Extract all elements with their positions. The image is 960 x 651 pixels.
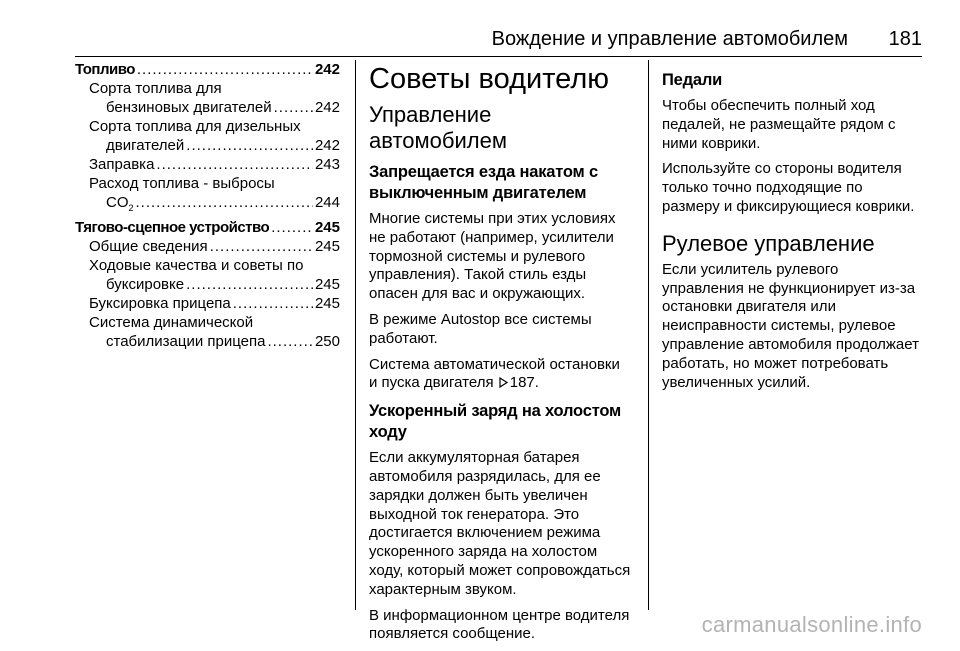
toc-page: 244 bbox=[314, 194, 340, 211]
subsection-heading: Ускоренный заряд на холостом ходу bbox=[369, 402, 622, 442]
toc-item-label: Ходовые качества и советы по bbox=[89, 257, 304, 274]
toc-item-label: Буксировка прицепа bbox=[89, 295, 231, 312]
subsection-heading: Запрещается езда накатом с выключенным двигателем bbox=[369, 163, 598, 202]
toc-item-label: Система динамической bbox=[89, 314, 254, 331]
content-column-3 bbox=[662, 60, 924, 399]
content-column-2 bbox=[369, 60, 631, 651]
toc-item[interactable] bbox=[75, 174, 340, 218]
paragraph: Многие системы при этих условиях не работают (например, усилители тормозной системы и рулевого управления). Такой стиль езды опасен для вас и окружающих. bbox=[369, 210, 616, 303]
toc-item-label: Сорта топлива для дизельных bbox=[89, 118, 301, 135]
paragraph-text: Система автоматической остановки и пуска двигателя bbox=[369, 355, 620, 392]
toc-item-label: стабилизации прицепа bbox=[106, 333, 266, 350]
page-header-title: Вождение и управление автомобилем bbox=[491, 28, 848, 50]
toc-item-label: Заправка bbox=[89, 156, 155, 173]
paragraph: Чтобы обеспечить полный ход педалей, не размещайте рядом с ними коврики. bbox=[662, 97, 896, 152]
paragraph: Используйте со стороны водителя только точно подходящие по размеру и фиксирующиеся коврики. bbox=[662, 160, 915, 215]
paragraph: В режиме Autostop все системы работают. bbox=[369, 310, 592, 347]
toc-section-fuel[interactable] bbox=[75, 60, 340, 79]
chapter-title: Советы водителю bbox=[369, 63, 609, 95]
toc-page: 242 bbox=[314, 61, 340, 78]
toc-item-label: двигателей bbox=[106, 137, 185, 154]
toc-section-title: Тягово-сцепное устройство bbox=[75, 219, 270, 236]
toc-item[interactable] bbox=[75, 79, 340, 117]
toc-item[interactable] bbox=[75, 237, 340, 256]
page-reference-link[interactable]: 187. bbox=[509, 374, 539, 392]
header-divider bbox=[75, 56, 922, 57]
toc-page: 242 bbox=[314, 137, 340, 154]
toc-page: 245 bbox=[314, 219, 340, 236]
toc-page: 242 bbox=[314, 99, 340, 116]
toc-item-label: CO bbox=[106, 194, 129, 211]
toc-page: 245 bbox=[314, 295, 340, 312]
toc-section-title: Топливо bbox=[75, 61, 135, 78]
toc-item-label: буксировке bbox=[106, 276, 185, 293]
paragraph-with-reference bbox=[369, 356, 631, 394]
toc-section-towing[interactable] bbox=[75, 218, 340, 237]
toc-item[interactable] bbox=[75, 117, 340, 155]
toc-page: 250 bbox=[314, 333, 340, 350]
toc-item-label: Сорта топлива для bbox=[89, 80, 222, 97]
column-divider-2 bbox=[648, 60, 649, 610]
page-reference-arrow-icon bbox=[499, 377, 508, 388]
table-of-contents bbox=[75, 60, 340, 351]
toc-page: 245 bbox=[314, 276, 340, 293]
toc-item-label: Общие сведения bbox=[89, 238, 208, 255]
subsection-heading: Педали bbox=[662, 71, 723, 89]
paragraph: Если аккумуляторная батарея автомобиля разрядилась, для ее зарядки должен быть увеличен выходной ток генератора. Это достигается включением режима ускоренного заряда на холостом ходу, который может сопровождаться характерным звуком. bbox=[369, 449, 631, 598]
section-heading: Рулевое управление bbox=[662, 230, 875, 256]
section-heading: Управление автомобилем bbox=[369, 102, 507, 153]
toc-item[interactable] bbox=[75, 155, 340, 174]
page-number: 181 bbox=[888, 28, 922, 50]
toc-item-label: Расход топлива - выбросы bbox=[89, 175, 275, 192]
toc-page: 245 bbox=[314, 238, 340, 255]
paragraph: В информационном центре водителя появляется сообщение. bbox=[369, 606, 630, 643]
paragraph: Если усилитель рулевого управления не функционирует из-за остановки двигателя или неисправности системы, рулевое управление автомобиля продолжает работать, но может потребовать увеличенных усилий. bbox=[662, 260, 919, 391]
watermark: carmanualsonline.info bbox=[701, 612, 922, 637]
toc-item[interactable] bbox=[75, 256, 340, 294]
toc-item-label: бензиновых двигателей bbox=[106, 99, 272, 116]
toc-page: 243 bbox=[314, 156, 340, 173]
toc-item[interactable] bbox=[75, 294, 340, 313]
toc-subscript: 2 bbox=[128, 203, 134, 213]
column-divider-1 bbox=[355, 60, 356, 610]
toc-item[interactable] bbox=[75, 313, 340, 351]
